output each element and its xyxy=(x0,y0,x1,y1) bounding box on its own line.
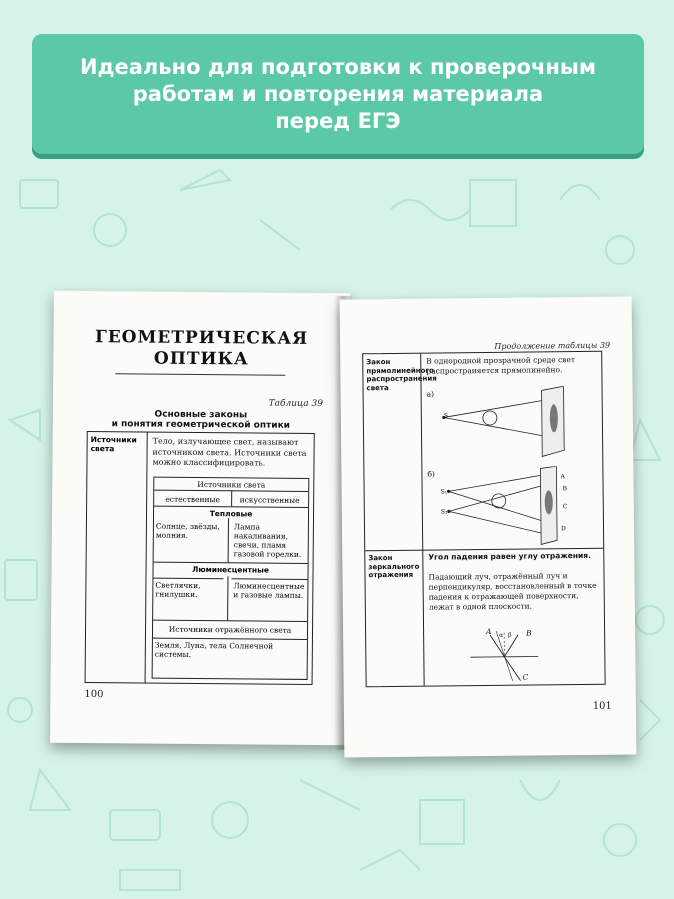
left-page xyxy=(50,291,350,746)
ray-c-label: C xyxy=(522,672,529,682)
angle-beta-label: β xyxy=(508,631,512,639)
lumin-natural: Светлячки, гнилушки. xyxy=(153,578,223,619)
classification-table xyxy=(152,477,310,680)
lumin-header: Люминесцентные xyxy=(153,562,307,577)
thermal-artificial: Лампа накаливания, свечи, пламя газовой горелки. xyxy=(233,522,302,559)
law1-text: В однородной прозрачной среде свет распространяется прямолинейно. xyxy=(426,355,576,376)
banner-line-3: перед ЕГЭ xyxy=(275,108,401,133)
law2-title: Закон зеркального отражения xyxy=(368,554,420,580)
divider xyxy=(228,518,229,562)
point-d-label: D xyxy=(560,525,566,533)
row-header: Источники света xyxy=(86,432,148,683)
subtitle-line-2: и понятия геометрической оптики xyxy=(111,419,291,431)
angle-alpha-label: α xyxy=(499,631,504,639)
table-number: Таблица 39 xyxy=(268,398,324,410)
thermal-natural: Солнце, звёзды, молния. xyxy=(155,521,220,540)
title-line-2: ОПТИКА xyxy=(153,348,249,370)
divider xyxy=(227,576,228,620)
point-b-label: B xyxy=(562,485,568,493)
title-line-1: ГЕОМЕТРИЧЕСКАЯ xyxy=(94,327,309,349)
divider xyxy=(231,490,232,506)
law2-bold: Угол падения равен углу отражения. xyxy=(428,550,592,562)
page-title xyxy=(53,327,349,372)
source-label: S xyxy=(443,412,448,420)
source-s2-label: S₂ xyxy=(440,508,448,516)
source-s1-label: S₁ xyxy=(440,488,448,496)
right-page xyxy=(340,296,637,757)
reflected-header: Источники отражённого света xyxy=(153,620,307,637)
laws-column xyxy=(363,354,437,687)
title-underline xyxy=(115,373,285,375)
laws-table xyxy=(362,351,605,687)
continuation-label: Продолжение таблицы 39 xyxy=(494,340,611,351)
fig-b-label: б) xyxy=(427,469,435,479)
lumin-artificial: Люминесцентные и газовые лампы. xyxy=(231,578,307,619)
banner-line-2: работам и повторения материала xyxy=(132,81,544,106)
ray-b-label: B xyxy=(526,628,532,638)
sources-description: Тело, излучающее свет, называют источником света. Источники света можно классифицировать. xyxy=(152,436,307,468)
point-a-label: A xyxy=(560,473,565,481)
sources-header: Источники света xyxy=(197,479,266,490)
thermal-header: Тепловые xyxy=(154,506,308,519)
page-number-left: 100 xyxy=(84,688,104,701)
banner-line-1: Идеально для подготовки к проверочным xyxy=(79,54,597,79)
subtitle-line-1: Основные законы xyxy=(154,409,248,421)
light-sources-table xyxy=(85,431,315,685)
law1-title: Закон прямолинейного распространения света xyxy=(366,358,437,392)
reflected-text: Земля, Луна, тела Солнечной системы. xyxy=(153,638,307,679)
fig-a-label: а) xyxy=(426,389,435,399)
shadow-figure-a xyxy=(424,386,603,464)
point-c-label: C xyxy=(562,503,568,511)
law2-text: Падающий луч, отражённый луч и перпендикуляр, восстановленный в точке падения к отражающей поверхности, лежат в одной плоскости. xyxy=(428,571,597,612)
artificial-label: искусственные xyxy=(231,490,308,507)
natural-label: естественные xyxy=(154,490,231,507)
ray-a-label: A xyxy=(486,626,492,637)
page-number-right: 101 xyxy=(592,700,612,712)
